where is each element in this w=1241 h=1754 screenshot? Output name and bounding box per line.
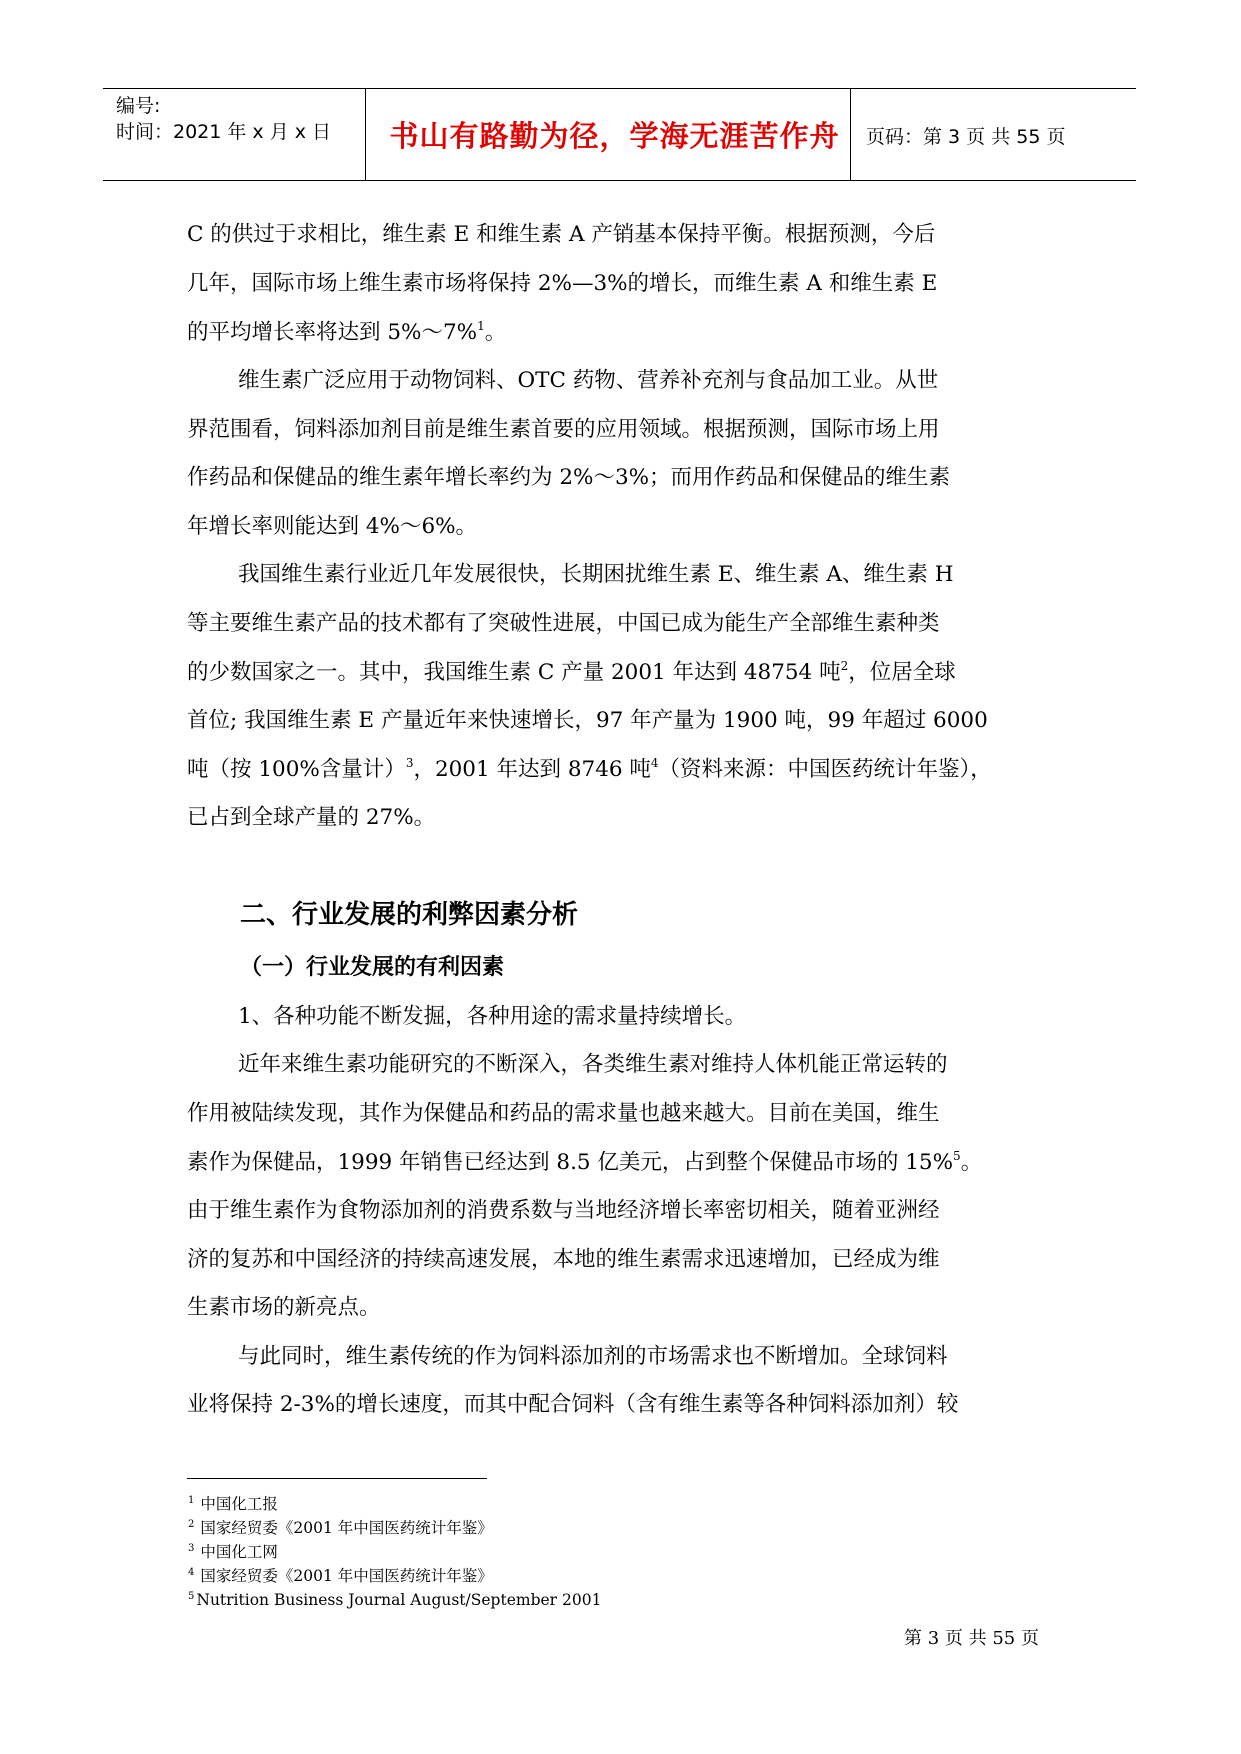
subsection-heading: （一）行业发展的有利因素 — [240, 955, 505, 980]
section-heading: 二、行业发展的利弊因素分析 — [240, 900, 579, 930]
text-fragment: 素作为保健品，1999 年销售已经达到 8.5 亿美元，占到整个保健品市场的 15% — [187, 1150, 954, 1175]
footnote-text: 中国化工报 — [200, 1495, 278, 1513]
footnote-separator — [187, 1478, 487, 1479]
footnote-ref: 2 — [840, 659, 849, 673]
footnote-text: 中国化工网 — [200, 1543, 278, 1561]
footnote-ref: 3 — [405, 756, 414, 770]
footnote-text: 国家经贸委《2001 年中国医药统计年鉴》 — [200, 1567, 493, 1585]
page-footer: 第 3 页 共 55 页 — [904, 1628, 1039, 1649]
header-top-rule — [103, 88, 1136, 89]
serial-number-label: 编号: — [116, 95, 161, 117]
text-fragment: 吨（按 100%含量计） — [187, 757, 406, 782]
header-motto: 书山有路勤为径，学海无涯苦作舟 — [389, 119, 840, 153]
footnote-number: 5 — [188, 1591, 195, 1602]
text-fragment: 。 — [960, 1150, 983, 1175]
text-line: 由于维生素作为食物添加剂的消费系数与当地经济增长率密切相关，随着亚洲经 — [187, 1198, 940, 1223]
text-line: 生素市场的新亮点。 — [187, 1295, 381, 1320]
text-line — [187, 309, 506, 358]
text-fragment: 的平均增长率将达到 5%～7% — [187, 320, 478, 345]
text-line: 与此同时，维生素传统的作为饲料添加剂的市场需求也不断增加。全球饲料 — [238, 1344, 948, 1369]
footnote-item — [188, 1516, 493, 1540]
footnote-item — [188, 1492, 278, 1516]
text-line: 等主要维生素产品的技术都有了突破性进展，中国已成为能生产全部维生素种类 — [187, 611, 940, 636]
footnote-text: Nutrition Business Journal August/September 2001 — [196, 1591, 602, 1609]
text-line: 维生素广泛应用于动物饲料、OTC 药物、营养补充剂与食品加工业。从世 — [238, 368, 939, 393]
text-line: 业将保持 2-3%的增长速度，而其中配合饲料（含有维生素等各种饲料添加剂）较 — [187, 1392, 959, 1417]
header-bottom-rule — [103, 180, 1136, 181]
footnote-ref: 5 — [953, 1149, 961, 1163]
header-divider-left — [365, 88, 366, 181]
footnote-number: 3 — [188, 1543, 195, 1554]
text-line — [187, 746, 992, 795]
footnote-item — [188, 1588, 601, 1612]
text-fragment: （资料来源：中国医药统计年鉴）， — [658, 757, 992, 782]
footnote-ref: 1 — [477, 319, 485, 333]
text-line: C 的供过于求相比，维生素 E 和维生素 A 产销基本保持平衡。根据预测，今后 — [187, 222, 936, 247]
footnote-number: 4 — [188, 1567, 195, 1578]
text-line: 几年，国际市场上维生素市场将保持 2%—3%的增长，而维生素 A 和维生素 E — [187, 271, 938, 296]
text-line: 作药品和保健品的维生素年增长率约为 2%～3%；而用作药品和保健品的维生素 — [187, 465, 951, 490]
text-fragment: 的少数国家之一。其中，我国维生素 C 产量 2001 年达到 48754 吨 — [187, 660, 841, 685]
text-line: 近年来维生素功能研究的不断深入，各类维生素对维持人体机能正常运转的 — [238, 1052, 948, 1077]
footnote-number: 2 — [188, 1519, 195, 1530]
text-fragment: 。 — [484, 320, 507, 345]
text-fragment: ，2001 年达到 8746 吨 — [413, 757, 651, 782]
text-fragment: ，位居全球 — [848, 660, 956, 685]
point-heading: 1、各种功能不断发掘，各种用途的需求量持续增长。 — [238, 1004, 747, 1029]
footnote-item — [188, 1540, 278, 1564]
text-line — [187, 649, 956, 698]
footnote-item — [188, 1564, 493, 1588]
text-line: 界范围看，饲料添加剂目前是维生素首要的应用领域。根据预测，国际市场上用 — [187, 417, 940, 442]
text-line: 已占到全球产量的 27%。 — [187, 805, 436, 830]
text-line: 首位; 我国维生素 E 产量近年来快速增长，97 年产量为 1900 吨，99 年超过 6000 — [187, 708, 988, 733]
footnote-text: 国家经贸委《2001 年中国医药统计年鉴》 — [200, 1519, 493, 1537]
date-label: 时间：2021 年 x 月 x 日 — [116, 121, 332, 143]
text-line: 年增长率则能达到 4%～6%。 — [187, 514, 478, 539]
footnote-ref: 4 — [650, 756, 659, 770]
text-line: 作用被陆续发现，其作为保健品和药品的需求量也越来越大。目前在美国，维生 — [187, 1101, 940, 1126]
footnote-number: 1 — [188, 1495, 195, 1506]
page-indicator: 页码：第 3 页 共 55 页 — [866, 126, 1066, 148]
text-line — [187, 1139, 982, 1188]
text-line: 济的复苏和中国经济的持续高速发展，本地的维生素需求迅速增加，已经成为维 — [187, 1247, 940, 1272]
text-line: 我国维生素行业近几年发展很快，长期困扰维生素 E、维生素 A、维生素 H — [238, 562, 954, 587]
